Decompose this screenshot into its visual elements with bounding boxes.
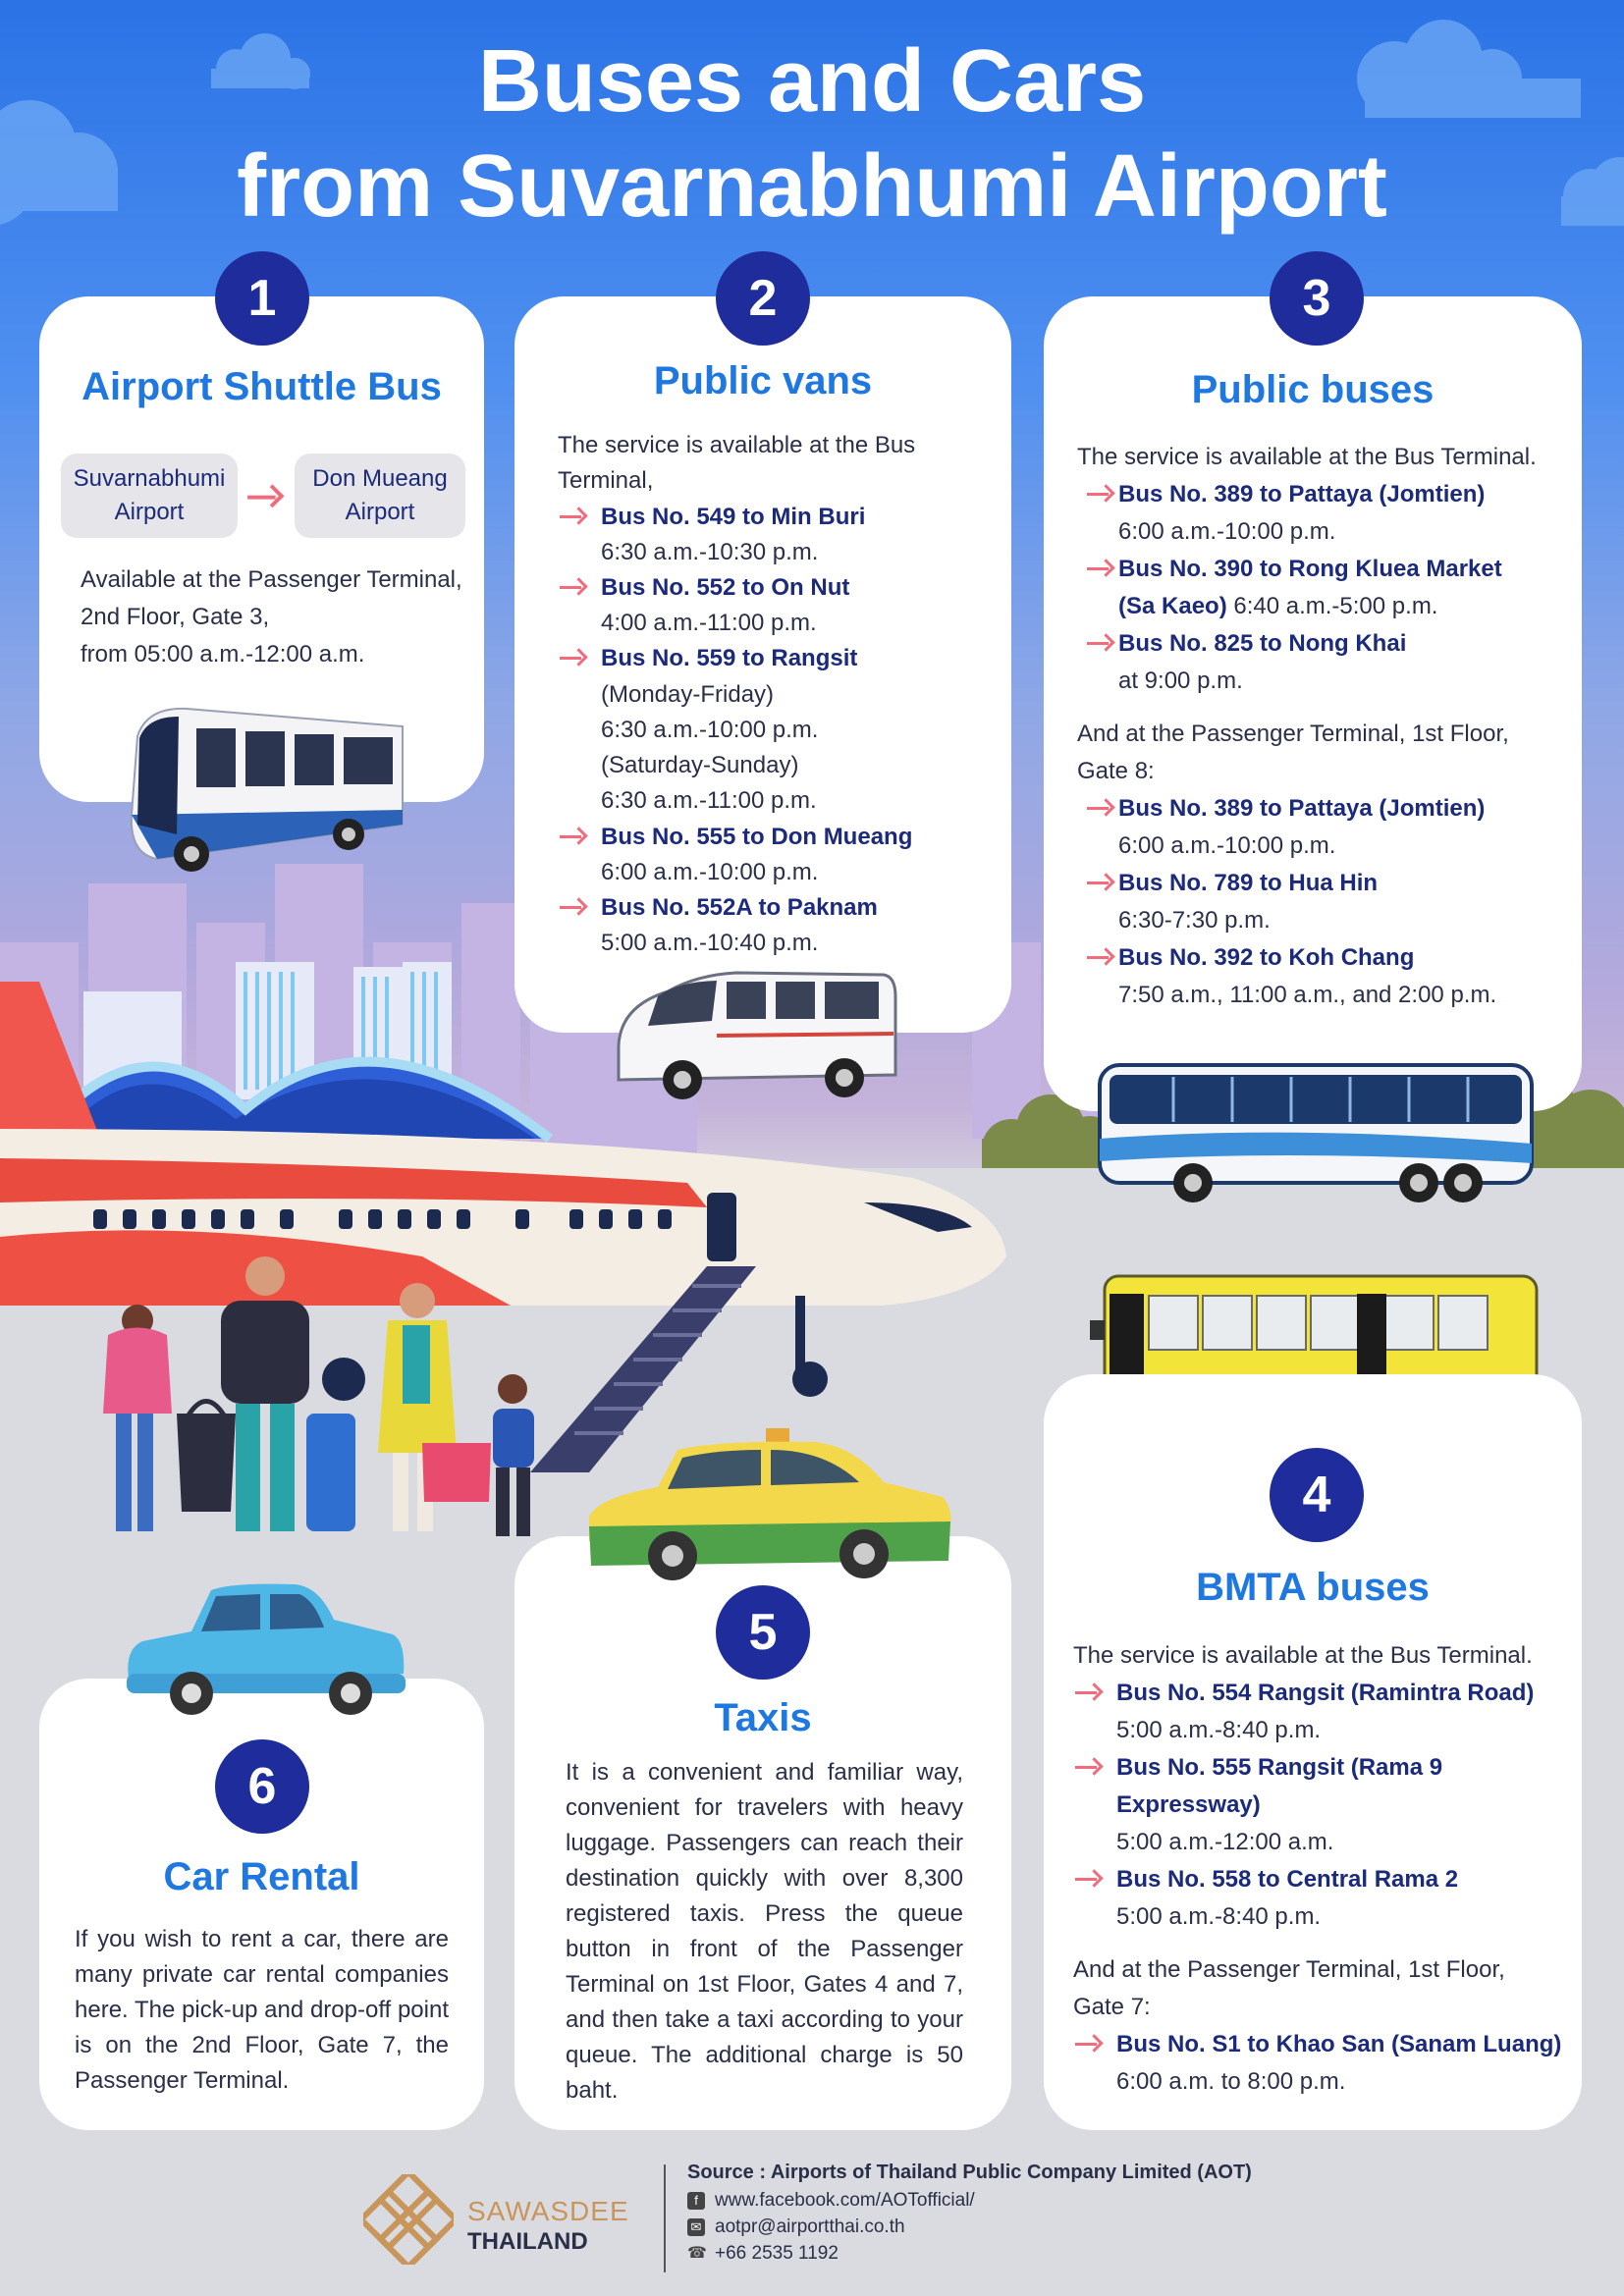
vans-list <box>558 428 990 960</box>
bmta-route-time: 5:00 a.m.-8:40 p.m. <box>1116 1903 1322 1930</box>
public-buses-intro: The service is available at the Bus Terminal. <box>1077 444 1537 470</box>
footer-divider <box>664 2164 666 2272</box>
arrow-icon <box>1073 2026 1103 2061</box>
public-buses-title: Public buses <box>1191 368 1435 411</box>
coach-bus-illustration <box>1095 1055 1537 1212</box>
bmta-route-name: Bus No. S1 to Khao San (Sanam Luang) <box>1116 2031 1562 2057</box>
shuttle-detail-line: Available at the Passenger Terminal, <box>81 566 462 593</box>
arrow-icon <box>1085 551 1114 586</box>
van-route-time: (Saturday-Sunday) <box>601 752 799 778</box>
arrow-icon <box>1085 939 1114 975</box>
van-route-time: (Monday-Friday) <box>601 681 775 708</box>
facebook-icon: f <box>687 2192 705 2210</box>
section-number-3: 3 <box>1270 251 1364 346</box>
bus-route-name: Bus No. 789 to Hua Hin <box>1118 870 1379 896</box>
route-from-pill: Suvarnabhumi Airport <box>61 454 238 538</box>
bus-route-time: 7:50 a.m., 11:00 a.m., and 2:00 p.m. <box>1118 982 1497 1008</box>
bus-route-time: 6:40 a.m.-5:00 p.m. <box>1226 593 1438 619</box>
bmta-route-time: 6:00 a.m. to 8:00 p.m. <box>1116 2068 1346 2095</box>
bus-route-name-cont: (Sa Kaeo) <box>1118 593 1227 619</box>
car-illustration <box>123 1580 407 1723</box>
taxis-title: Taxis <box>714 1696 812 1739</box>
van-route-time: 6:30 a.m.-10:00 p.m. <box>601 717 819 743</box>
van-route-name: Bus No. 559 to Rangsit <box>601 645 858 671</box>
arrow-icon <box>558 499 587 534</box>
footer-facebook[interactable]: www.facebook.com/AOTofficial/ <box>715 2190 975 2211</box>
sawasdee-logo-icon <box>363 2174 454 2265</box>
brand-name-line1: SAWASDEE <box>467 2196 629 2226</box>
bus-route-name: Bus No. 392 to Koh Chang <box>1118 944 1415 971</box>
bus-route-time: 6:00 a.m.-10:00 p.m. <box>1118 518 1336 545</box>
bmta-route-name: Bus No. 558 to Central Rama 2 <box>1116 1866 1459 1893</box>
bmta-intro: The service is available at the Bus Terminal. <box>1073 1642 1533 1669</box>
footer-phone-row[interactable] <box>687 2243 839 2265</box>
footer-facebook-row[interactable] <box>687 2190 975 2212</box>
bus-route-name: Bus No. 390 to Rong Kluea Market <box>1118 556 1502 582</box>
taxi-illustration <box>579 1428 952 1590</box>
bmta-title: BMTA buses <box>1196 1566 1430 1609</box>
shuttle-bus-illustration <box>118 697 412 883</box>
public-buses-intro2: And at the Passenger Terminal, 1st Floor, Gate 8: <box>1077 721 1509 784</box>
bmta-route-name: Bus No. 555 Rangsit (Rama 9 Expressway) <box>1116 1754 1443 1818</box>
section-number-2: 2 <box>716 251 810 346</box>
main-title-line2: from Suvarnabhumi Airport <box>237 137 1387 236</box>
van-route-name: Bus No. 552 to On Nut <box>601 574 850 601</box>
van-route-time: 4:00 a.m.-11:00 p.m. <box>601 610 817 636</box>
bmta-route-time: 5:00 a.m.-12:00 a.m. <box>1116 1829 1334 1855</box>
van-route-name: Bus No. 549 to Min Buri <box>601 504 866 530</box>
van-route-name: Bus No. 552A to Paknam <box>601 894 878 921</box>
arrow-icon <box>558 569 587 605</box>
brand-name-line2: THAILAND <box>467 2228 588 2255</box>
footer-phone[interactable]: +66 2535 1192 <box>715 2243 839 2264</box>
arrow-icon <box>558 889 587 925</box>
phone-icon: ☎ <box>687 2244 707 2262</box>
bus-route-name: Bus No. 825 to Nong Khai <box>1118 630 1407 657</box>
van-route-name: Bus No. 555 to Don Mueang <box>601 824 913 850</box>
footer-email-row[interactable] <box>687 2216 905 2238</box>
bus-route-time: 6:30-7:30 p.m. <box>1118 907 1271 934</box>
van-route-time: 6:00 a.m.-10:00 p.m. <box>601 859 819 885</box>
van-illustration <box>609 967 903 1114</box>
van-route-time: 5:00 a.m.-10:40 p.m. <box>601 930 819 956</box>
section-number-5: 5 <box>716 1585 810 1680</box>
vans-title: Public vans <box>653 359 873 402</box>
car-rental-title: Car Rental <box>163 1855 360 1898</box>
route-to-pill: Don Mueang Airport <box>295 454 465 538</box>
arrow-icon <box>1085 476 1114 511</box>
arrow-icon <box>558 819 587 854</box>
arrow-icon <box>558 640 587 675</box>
bus-route-name: Bus No. 389 to Pattaya (Jomtien) <box>1118 795 1486 822</box>
arrow-icon <box>1085 865 1114 900</box>
footer-source: Source : Airports of Thailand Public Company Limited (AOT) <box>687 2162 1252 2183</box>
shuttle-details <box>81 561 473 673</box>
footer-email[interactable]: aotpr@airportthai.co.th <box>715 2216 905 2237</box>
van-route-time: 6:30 a.m.-11:00 p.m. <box>601 787 817 814</box>
bus-route-time: 6:00 a.m.-10:00 p.m. <box>1118 832 1336 859</box>
shuttle-title: Airport Shuttle Bus <box>81 365 442 408</box>
public-buses-list <box>1077 439 1568 1014</box>
arrow-icon <box>1073 1749 1103 1785</box>
bmta-route-name: Bus No. 554 Rangsit (Ramintra Road) <box>1116 1680 1535 1706</box>
bus-route-name: Bus No. 389 to Pattaya (Jomtien) <box>1118 481 1486 507</box>
arrow-icon <box>1085 625 1114 661</box>
bmta-list <box>1073 1637 1574 2101</box>
van-route-time: 6:30 a.m.-10:30 p.m. <box>601 539 819 565</box>
main-title-line1: Buses and Cars <box>477 32 1147 131</box>
arrow-icon <box>1073 1861 1103 1896</box>
arrow-icon <box>1085 790 1114 826</box>
section-number-4: 4 <box>1270 1448 1364 1542</box>
bmta-intro2: And at the Passenger Terminal, 1st Floor, Gate 7: <box>1073 1956 1505 2020</box>
section-number-1: 1 <box>215 251 309 346</box>
shuttle-detail-line: from 05:00 a.m.-12:00 a.m. <box>81 641 365 667</box>
mail-icon: ✉ <box>687 2218 705 2236</box>
vans-intro: The service is available at the Bus Terminal, <box>558 432 916 494</box>
route-arrow-icon <box>245 474 284 520</box>
taxis-body: It is a convenient and familiar way, convenient for travelers with heavy luggage. Passengers can reach their destination quickly with over 8,300 registered taxis. Press the queue button in front of the Passenger Terminal on 1st Floor, Gates 4 and 7, and then take a taxi according to your queue. The additional charge is 50 baht. <box>566 1759 963 2104</box>
shuttle-detail-line: 2nd Floor, Gate 3, <box>81 604 270 630</box>
bmta-route-time: 5:00 a.m.-8:40 p.m. <box>1116 1717 1322 1743</box>
car-rental-body: If you wish to rent a car, there are many private car rental companies here. The pick-up and drop-off point is on the 2nd Floor, Gate 7, the Passenger Terminal. <box>75 1926 449 2094</box>
arrow-icon <box>1073 1675 1103 1710</box>
section-number-6: 6 <box>215 1739 309 1834</box>
bus-route-time: at 9:00 p.m. <box>1118 667 1243 694</box>
